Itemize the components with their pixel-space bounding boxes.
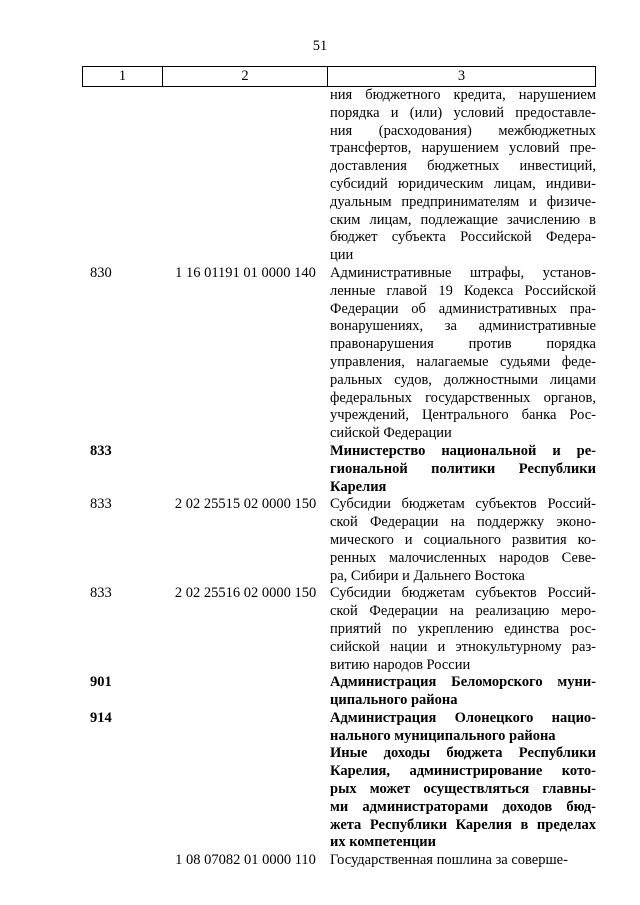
description-line: Федерации об административных пра-	[330, 300, 596, 317]
description-line: рых может осуществляться главны-	[330, 781, 596, 798]
description-line: Иные доходы бюджета Республики	[330, 745, 596, 762]
description-line: Государственная пошлина за соверше-	[330, 852, 568, 869]
admin-code: 901	[90, 674, 112, 691]
description-line: правонарушения против порядка	[330, 336, 596, 353]
header-cell-3: 3	[457, 68, 466, 84]
description-line: витию народов России	[330, 656, 471, 673]
admin-code: 833	[90, 496, 112, 513]
revenue-code: 2 02 25516 02 0000 150	[174, 585, 317, 602]
description-line: приятий по укреплению единства рос-	[330, 620, 596, 637]
description-line: ципального района	[330, 692, 458, 709]
description-line: субсидий юридическим лицам, индиви-	[330, 175, 596, 192]
description-line: ра, Сибири и Дальнего Востока	[330, 567, 525, 584]
description-line: ми администраторами доходов бюд-	[330, 798, 596, 815]
description-line: доставления бюджетных инвестиций,	[330, 158, 596, 175]
description-line: федеральных государственных органов,	[330, 389, 596, 406]
revenue-code: 1 08 07082 01 0000 110	[175, 852, 316, 869]
description-line: нального муниципального района	[330, 727, 556, 744]
description-line: трансфертов, нарушением условий пре-	[330, 140, 596, 157]
description-line: управления, налагаемые судьями феде-	[330, 353, 596, 370]
revenue-description	[330, 265, 596, 443]
revenue-description	[330, 87, 596, 265]
description-line: жета Республики Карелия в пределах	[330, 816, 596, 833]
header-cell-2: 2	[163, 67, 328, 86]
table-row	[82, 710, 596, 746]
table-row	[82, 496, 596, 585]
header-cell-1: 1	[83, 67, 163, 86]
description-line: порядка и (или) условий предоставле-	[330, 104, 596, 121]
description-line: Карелия, администрирование кото-	[330, 763, 596, 780]
description-line: ским лицам, подлежащие зачислению в	[330, 211, 596, 228]
table-row	[82, 87, 596, 265]
table-row	[82, 674, 596, 710]
description-line: ской Федерации на поддержку эконо-	[330, 514, 596, 531]
description-line: сийской Федерации	[330, 425, 452, 442]
description-line: их компетенции	[330, 834, 437, 851]
revenue-description	[330, 496, 596, 585]
table-row	[82, 585, 596, 674]
revenue-description	[330, 710, 596, 746]
admin-code: 833	[90, 442, 112, 459]
description-line: сийской нации и этнокультурному раз-	[330, 638, 596, 655]
revenue-description	[330, 852, 596, 870]
revenue-description	[330, 674, 596, 710]
revenue-description	[330, 443, 596, 496]
description-line: ленные главой 19 Кодекса Российской	[330, 282, 596, 299]
revenue-code: 2 02 25515 02 0000 150	[174, 496, 317, 513]
table-row	[82, 745, 596, 852]
description-line: дуальным предпринимателям и физиче-	[330, 193, 596, 210]
admin-code: 914	[90, 709, 112, 726]
description-line: ской Федерации на реализацию меро-	[330, 603, 596, 620]
description-line: ренных малочисленных народов Севе-	[330, 549, 596, 566]
description-line: ции	[330, 247, 354, 264]
description-line: Субсидии бюджетам субъектов Россий-	[330, 585, 596, 602]
page-number: 51	[312, 38, 328, 54]
description-line: Министерство национальной и ре-	[330, 442, 596, 459]
description-line: Административные штрафы, установ-	[330, 264, 596, 281]
description-line: гиональной политики Республики	[330, 460, 596, 477]
table-row	[82, 265, 596, 443]
description-line: вонарушениях, за административные	[330, 318, 596, 335]
description-line: ния (расходования) межбюджетных	[330, 122, 596, 139]
description-line: бюджет субъекта Российской Федера-	[330, 229, 596, 246]
admin-code: 830	[90, 264, 112, 281]
description-line: Карелия	[330, 478, 387, 495]
description-line: мического и социального развития ко-	[330, 531, 596, 548]
table-body	[82, 87, 596, 870]
description-line: учреждений, Центрального банка Рос-	[330, 407, 596, 424]
description-line: Субсидии бюджетам субъектов Россий-	[330, 496, 596, 513]
revenue-description	[330, 745, 596, 852]
table-row	[82, 443, 596, 496]
admin-code: 833	[90, 585, 112, 602]
revenue-description	[330, 585, 596, 674]
description-line: ния бюджетного кредита, нарушением	[330, 87, 596, 103]
table-row	[82, 852, 596, 870]
revenue-code: 1 16 01191 01 0000 140	[175, 264, 316, 281]
description-line: Администрация Беломорского муни-	[330, 674, 596, 691]
table-header	[82, 66, 596, 87]
description-line: ральных судов, должностными лицами	[330, 371, 596, 388]
description-line: Администрация Олонецкого нацио-	[330, 709, 596, 726]
